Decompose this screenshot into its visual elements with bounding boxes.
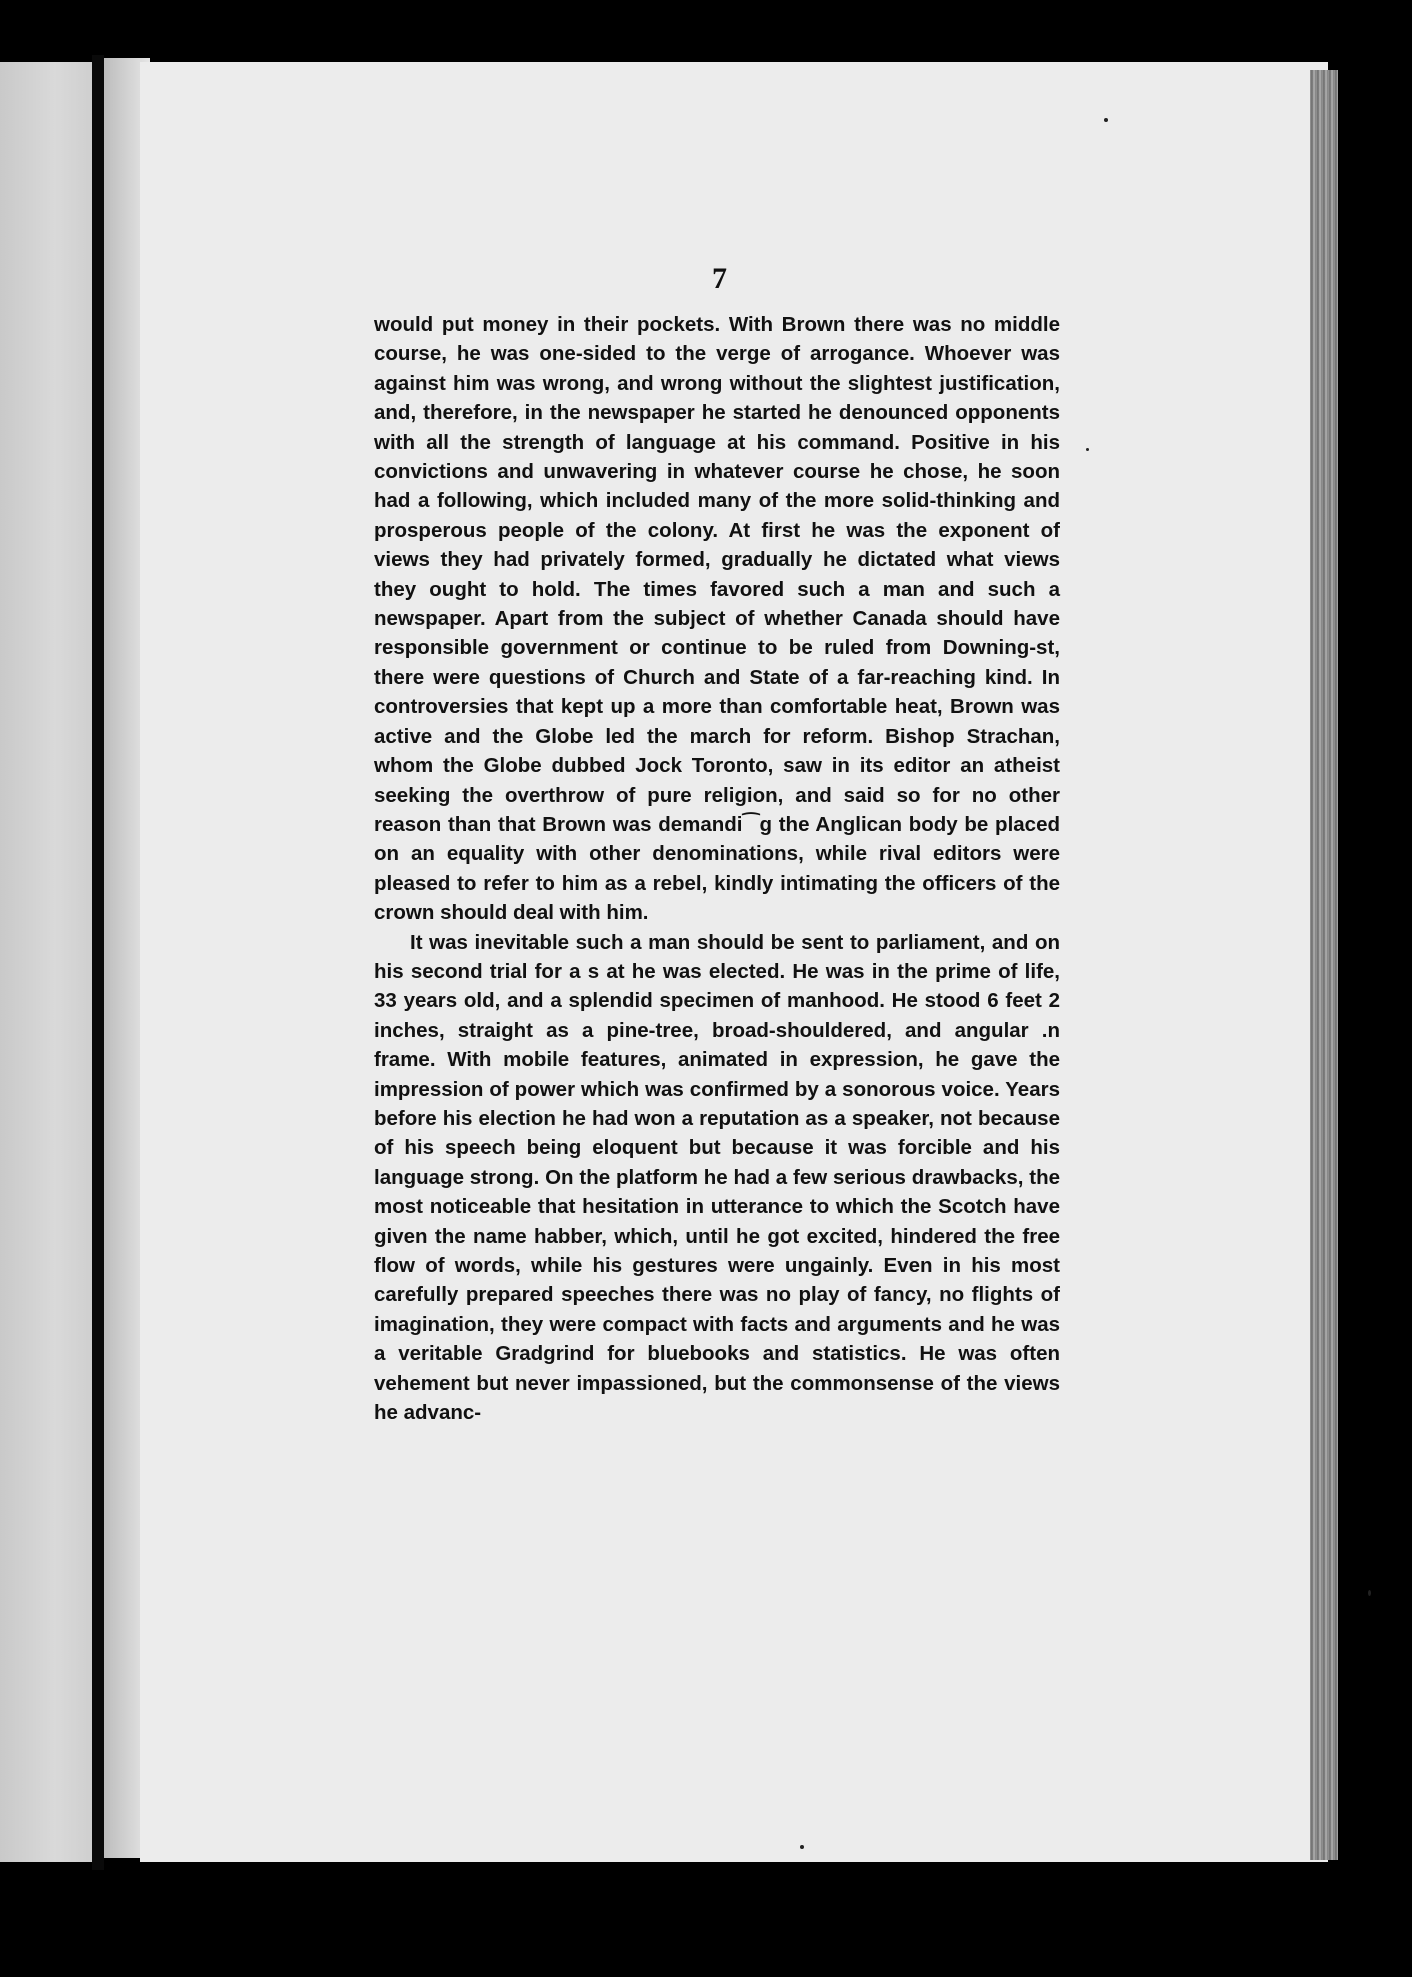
page-number: 7: [712, 262, 727, 295]
page-stack-edge: [1310, 70, 1338, 1860]
book-gutter: [92, 55, 104, 1870]
paragraph-1: would put money in their pockets. With Brown there was no middle course, he was one-sided to the verge of arrogance. Whoever was against him was wrong, and wrong without the slightest justification, and, therefore, in the newspaper he started he denounced opponents with all the strength of language at his command. Positive in his convictions and unwavering in whatever course he chose, he soon had a following, which included many of the more solid-thinking and prosperous people of the colony. At first he was the exponent of views they had privately formed, gradually he dictated what views they ought to hold. The times favored such a man and such a newspaper. Apart from the subject of whether Canada should have responsible government or continue to be ruled from Downing-st, there were questions of Church and State of a far-reaching kind. In controversies that kept up a more than comfortable heat, Brown was active and the Globe led the march for reform. Bishop Strachan, whom the Globe dubbed Jock Toronto, saw in its editor an atheist seeking the overthrow of pure religion, and said so for no other reason than that Brown was demandi⁀g the Anglican body be placed on an equality with other denominations, while rival editors were pleased to refer to him as a rebel, kindly intimating the officers of the crown should deal with him.: [374, 313, 1060, 925]
speck: [1104, 118, 1108, 122]
page-body: [374, 310, 1060, 1427]
speck: [1086, 448, 1089, 451]
speck: [800, 1845, 804, 1849]
paragraph-2: It was inevitable such a man should be sent to parliament, and on his second trial for a s at he was elected. He was in the prime of life, 33 years old, and a splendid specimen of manhood. He stood 6 feet 2 inches, straight as a pine-tree, broad-shouldered, and angular .n frame. With mobile features, animated in expression, he gave the impression of power which was confirmed by a sonorous voice. Years before his election he had won a reputation as a speaker, not because of his speech being eloquent but because it was forcible and his language strong. On the platform he had a few serious drawbacks, the most noticeable that hesitation in utterance to which the Scotch have given the name habber, which, until he got excited, hindered the free flow of words, while his gestures were ungainly. Even in his most carefully prepared speeches there was no play of fancy, no flights of imagination, they were compact with facts and arguments and he was a veritable Gradgrind for bluebooks and statistics. He was often vehement but never impassioned, but the commonsense of the views he advanc-: [374, 930, 1060, 1425]
speck: [1368, 1590, 1371, 1596]
facing-page-edge: [0, 62, 92, 1862]
